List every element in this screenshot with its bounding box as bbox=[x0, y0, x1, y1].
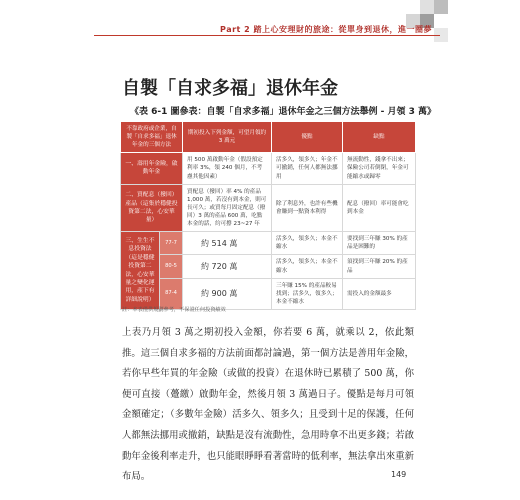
row-category: 二、買配息（撥回）產品（這集於穩健投資第二法，心安華量） bbox=[121, 184, 183, 232]
table-row bbox=[121, 255, 416, 278]
row-cons: 要找到三年賺 30% 的產品是困難的 bbox=[343, 232, 416, 255]
table-row bbox=[121, 153, 416, 184]
page-number: 149 bbox=[391, 470, 407, 479]
table-row bbox=[121, 184, 416, 232]
corner-decoration bbox=[434, 0, 448, 14]
row-sub-label: 87-4 bbox=[160, 278, 183, 309]
table-header-pros: 優點 bbox=[272, 122, 343, 153]
row-cons: 須找到三年賺 20% 的產品 bbox=[343, 255, 416, 278]
row-pros: 活多久，領多久；本金不縮水 bbox=[272, 232, 343, 255]
retirement-methods-table bbox=[120, 121, 416, 310]
row-amount: 買配息（撥回）率 4% 的產品 1,000 萬，若沒有到本金，則可長可久；或買每月固定配息（撥回）3 萬的產品 600 萬，吃點本金的話，約可撐 23~27 年 bbox=[183, 184, 272, 232]
row-sub-label: 77-7 bbox=[160, 232, 183, 255]
table-note: 註：本表僅供規劃參考，不保證任何投資績效 bbox=[122, 307, 226, 313]
row-cons: 無流動性，錢拿不出來；保險公司若倒閉，年金可能縮水或歸零 bbox=[343, 153, 416, 184]
table-row bbox=[121, 278, 416, 309]
row-cons: 需投入的金額最多 bbox=[343, 278, 416, 309]
header-divider bbox=[94, 35, 440, 36]
table-header-amount: 期初投入下列金額，可望月領約 3 萬元 bbox=[183, 122, 272, 153]
running-head: Part 2 踏上心安理財的旅途：從單身到退休，進一圈夢 bbox=[220, 25, 432, 34]
row-pros: 三年賺 15% 的產品較易找到；活多久，領多久；本金不縮水 bbox=[272, 278, 343, 309]
table-row bbox=[121, 232, 416, 255]
row-pros: 活多久，領多久；年金不可撤銷，任何人都無法挪用 bbox=[272, 153, 343, 184]
row-pros: 活多久，領多久；本金不縮水 bbox=[272, 255, 343, 278]
row-amount: 約 900 萬 bbox=[183, 278, 272, 309]
corner-decoration bbox=[420, 0, 434, 14]
table-header-cons: 缺點 bbox=[343, 122, 416, 153]
table-caption: 《表 6-1 圖參表：自製「自求多福」退休年金之三個方法舉例 - 月領 3 萬》 bbox=[130, 107, 437, 117]
row-category: 三、生生不息投資法（這是穩健投資第二法，心安華量之變化運用，產下有詳細說明） bbox=[121, 232, 160, 310]
section-title: 自製「自求多福」退休年金 bbox=[122, 78, 338, 99]
row-category: 一、壽用年金險，啟動年金 bbox=[121, 153, 183, 184]
row-amount: 約 720 萬 bbox=[183, 255, 272, 278]
row-sub-label: 80-5 bbox=[160, 255, 183, 278]
row-cons: 配息（撥回）率可能會吃到本金 bbox=[343, 184, 416, 232]
table-header-method: 不靠政府或企業，自製「自求多福」退休年金的三個方法 bbox=[121, 122, 183, 153]
row-pros: 除了利息外，也許有些機會賺到一點資本利得 bbox=[272, 184, 343, 232]
row-amount: 約 514 萬 bbox=[183, 232, 272, 255]
row-amount: 用 500 萬啟動年金（假設預定利率 3%，領 240 個月，不考慮其他因素） bbox=[183, 153, 272, 184]
body-paragraph: 上表乃月領 3 萬之期初投入金額，你若要 6 萬，就乘以 2，依此類推。這三個自求多福的方法前面都討論過，第一個方法是善用年金險，若你早些年買的年金險（或做的投資）在退休時已累積了 500 萬，你便可直接（躉繳）啟動年金，然後月領 3 萬過日子。優點是每月可領金額確定；（多數年金險）活多久、領多久；且受到十足的保護，任何人都無法挪用或撤銷，缺點是沒有流動性，急用時拿不出更多錢；若啟動年金後利率走升，也只能眼睜睜看著當時的低利率，無法拿出來重新布局。 bbox=[122, 327, 414, 483]
